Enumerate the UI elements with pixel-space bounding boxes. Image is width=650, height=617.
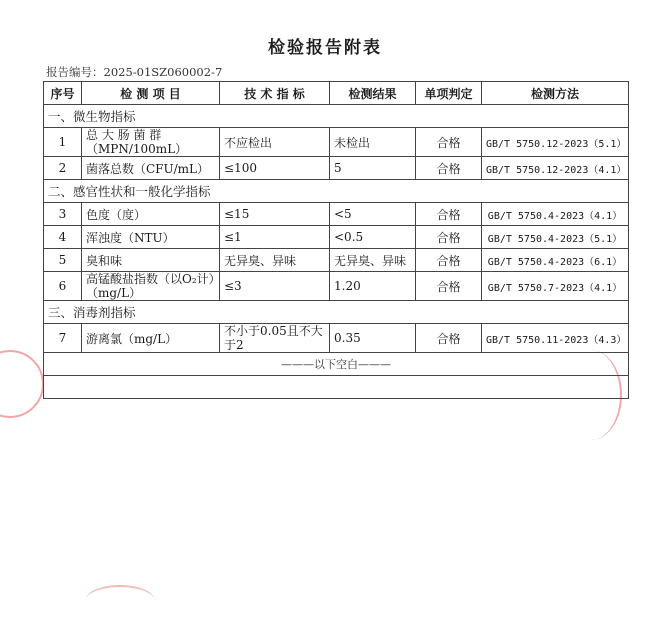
cell-spec: 不小于0.05且不大于2 xyxy=(220,324,330,353)
cell-spec: ≤15 xyxy=(220,203,330,226)
cell-judge: 合格 xyxy=(416,203,482,226)
cell-judge: 合格 xyxy=(416,128,482,157)
cell-method: GB/T 5750.4-2023（4.1） xyxy=(482,203,629,226)
header-result: 检测结果 xyxy=(330,82,416,105)
cell-result: 5 xyxy=(330,157,416,180)
section-label: 一、微生物指标 xyxy=(44,105,629,128)
cell-spec: ≤100 xyxy=(220,157,330,180)
stamp-bottom xyxy=(85,585,155,617)
header-spec: 技 术 指 标 xyxy=(220,82,330,105)
cell-result: 无异臭、异味 xyxy=(330,249,416,272)
cell-judge: 合格 xyxy=(416,324,482,353)
cell-item: 高锰酸盐指数（以O₂计）（mg/L） xyxy=(82,272,220,301)
stamp-left xyxy=(0,350,44,418)
cell-judge: 合格 xyxy=(416,272,482,301)
cell-method: GB/T 5750.4-2023（5.1） xyxy=(482,226,629,249)
cell-item: 色度（度） xyxy=(82,203,220,226)
section-row xyxy=(44,105,629,128)
section-label: 三、消毒剂指标 xyxy=(44,301,629,324)
cell-method: GB/T 5750.4-2023（6.1） xyxy=(482,249,629,272)
cell-result: 0.35 xyxy=(330,324,416,353)
cell-result: 未检出 xyxy=(330,128,416,157)
cell-no: 7 xyxy=(44,324,82,353)
end-marker: ———以下空白——— xyxy=(44,353,629,376)
section-row xyxy=(44,301,629,324)
table-row xyxy=(44,249,629,272)
table-row xyxy=(44,203,629,226)
header-item: 检 测 项 目 xyxy=(82,82,220,105)
cell-method: GB/T 5750.12-2023（5.1） xyxy=(482,128,629,157)
section-label: 二、感官性状和一般化学指标 xyxy=(44,180,629,203)
cell-method: GB/T 5750.11-2023（4.3） xyxy=(482,324,629,353)
cell-method: GB/T 5750.12-2023（4.1） xyxy=(482,157,629,180)
page-title: 检验报告附表 xyxy=(268,38,382,58)
table-row xyxy=(44,157,629,180)
cell-spec: 无异臭、异味 xyxy=(220,249,330,272)
header-no: 序号 xyxy=(44,82,82,105)
cell-no: 4 xyxy=(44,226,82,249)
table-header-row xyxy=(44,82,629,105)
table-row xyxy=(44,226,629,249)
cell-judge: 合格 xyxy=(416,157,482,180)
cell-result: <0.5 xyxy=(330,226,416,249)
section-row xyxy=(44,180,629,203)
header-judge: 单项判定 xyxy=(416,82,482,105)
cell-item: 游离氯（mg/L） xyxy=(82,324,220,353)
cell-judge: 合格 xyxy=(416,249,482,272)
header-method: 检测方法 xyxy=(482,82,629,105)
cell-no: 2 xyxy=(44,157,82,180)
report-number: 报告编号：2025-01SZ060002-7 xyxy=(46,65,223,79)
inspection-table xyxy=(43,81,629,399)
table-row xyxy=(44,324,629,353)
cell-result: <5 xyxy=(330,203,416,226)
cell-spec: ≤1 xyxy=(220,226,330,249)
blank-area xyxy=(44,376,629,399)
cell-spec: 不应检出 xyxy=(220,128,330,157)
cell-method: GB/T 5750.7-2023（4.1） xyxy=(482,272,629,301)
cell-result: 1.20 xyxy=(330,272,416,301)
cell-no: 3 xyxy=(44,203,82,226)
cell-item: 臭和味 xyxy=(82,249,220,272)
cell-item: 总 大 肠 菌 群（MPN/100mL） xyxy=(82,128,220,157)
cell-spec: ≤3 xyxy=(220,272,330,301)
cell-no: 1 xyxy=(44,128,82,157)
end-marker-row xyxy=(44,353,629,376)
cell-item: 浑浊度（NTU） xyxy=(82,226,220,249)
cell-judge: 合格 xyxy=(416,226,482,249)
cell-item: 菌落总数（CFU/mL） xyxy=(82,157,220,180)
table-row xyxy=(44,128,629,157)
cell-no: 6 xyxy=(44,272,82,301)
cell-no: 5 xyxy=(44,249,82,272)
blank-area-row xyxy=(44,376,629,399)
table-row xyxy=(44,272,629,301)
